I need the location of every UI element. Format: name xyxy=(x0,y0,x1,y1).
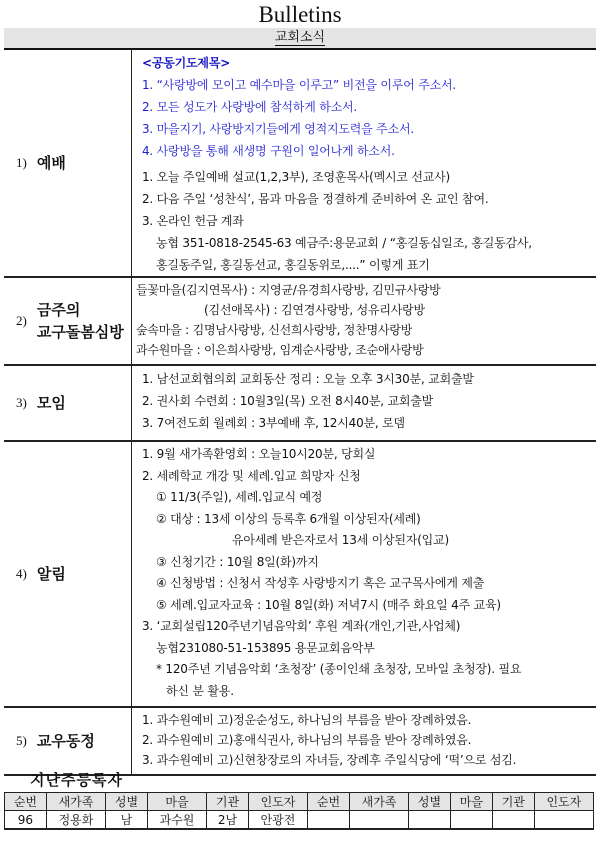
section-meetings xyxy=(4,366,596,442)
banner-label: 교회소식 xyxy=(274,30,326,45)
bank-account: 농협 351-0818-2545-63 예금주:용문교회 / “홍길동십일조, 홍길동감사, xyxy=(156,236,532,250)
section-member-news xyxy=(4,708,596,776)
list-item: 2. 다음 주일 ‘성찬식’, 몸과 마음을 정결하게 준비하여 온 교인 참여. xyxy=(142,192,489,206)
table-header-row xyxy=(5,793,594,811)
section-content xyxy=(132,708,596,774)
section-announcements xyxy=(4,442,596,708)
section-name-line1: 금주의 xyxy=(36,301,81,319)
list-item: 1. 9월 새가족환영회 : 오늘10시20분, 당회실 xyxy=(142,447,376,461)
list-item: 1. 남선교회협의회 교회동산 정리 : 오늘 오후 3시30분, 교회출발 xyxy=(142,372,474,386)
list-item: 숲속마을 : 김명남사랑방, 신선희사랑방, 정찬명사랑방 xyxy=(136,323,413,337)
table-cell: 2남 xyxy=(207,811,249,830)
column-header: 기관 xyxy=(207,793,249,811)
table-row xyxy=(5,811,594,830)
column-header: 마을 xyxy=(450,793,492,811)
section-label xyxy=(4,442,132,706)
section-name: 알림 xyxy=(36,565,66,583)
section-name: 모임 xyxy=(36,394,66,412)
prayer-item: 4. 사랑방을 통해 새생명 구원이 일어나게 하소서. xyxy=(142,144,395,158)
section-name: 예배 xyxy=(36,154,66,172)
column-header: 인도자 xyxy=(248,793,307,811)
section-number: 3) xyxy=(16,395,27,410)
list-item: * 120주년 기념음악회 ‘초청장’ (종이인쇄 초청장, 모바일 초청장). 필요 xyxy=(156,662,522,676)
list-item: 3. 온라인 헌금 계좌 xyxy=(142,214,244,228)
section-number: 5) xyxy=(16,733,27,748)
list-item: 과수원마을 : 이은희사랑방, 임계순사랑방, 조순애사랑방 xyxy=(136,343,424,357)
column-header: 새가족 xyxy=(46,793,105,811)
column-header: 순번 xyxy=(308,793,350,811)
list-item: 2. 세례학교 개강 및 세례.입교 희망자 신청 xyxy=(142,468,361,483)
column-header: 인도자 xyxy=(534,793,593,811)
list-item: (김선애목사) : 김연경사랑방, 성유리사랑방 xyxy=(204,303,425,317)
list-item: ② 대상 : 13세 이상의 등록후 6개월 이상된자(세례) xyxy=(156,511,421,526)
table-cell xyxy=(349,811,408,830)
list-item: 들꽃마을(김지연목사) : 지영균/유경희사랑방, 김민규사랑방 xyxy=(136,283,441,297)
section-label xyxy=(4,50,132,276)
section-content xyxy=(132,278,596,364)
list-item: 유아세례 받은자로서 13세 이상된자(입교) xyxy=(232,533,449,547)
list-item: 3. ‘교회설립120주년기념음악회’ 후원 계좌(개인,기관,사업체) xyxy=(142,619,461,633)
bulletin-grid xyxy=(4,50,596,776)
section-content xyxy=(132,366,596,440)
list-item: ⑤ 세례.입교자교육 : 10월 8일(화) 저녁7시 (매주 화요일 4주 교육) xyxy=(156,597,501,612)
list-item: 2. 과수원예비 고)홍애식권사, 하나님의 부름을 받아 장례하였음. xyxy=(142,733,472,747)
table-cell xyxy=(450,811,492,830)
prayer-heading: <공동기도제목> xyxy=(142,56,231,70)
table-cell: 96 xyxy=(5,811,47,830)
column-header: 성별 xyxy=(106,793,148,811)
section-content xyxy=(132,442,596,706)
list-item: ③ 신청기간 : 10월 8일(화)까지 xyxy=(156,554,319,569)
list-item: 1. 오늘 주일예배 설교(1,2,3부), 조영훈목사(멕시코 선교사) xyxy=(142,170,451,184)
bank-account: 농협231080-51-153895 용문교회음악부 xyxy=(156,640,375,655)
list-item: 3. 과수원예비 고)신현창장로의 자녀들, 장례후 주일식당에 ‘떡’으로 섬김. xyxy=(142,753,517,767)
list-item: 1. 과수원예비 고)정운순성도, 하나님의 부름을 받아 장례하였음. xyxy=(142,713,472,727)
section-number: 2) xyxy=(16,313,27,328)
table-cell: 정용화 xyxy=(46,811,105,830)
table-cell: 남 xyxy=(106,811,148,830)
section-banner xyxy=(4,28,596,50)
table-cell xyxy=(492,811,534,830)
section-number: 4) xyxy=(16,566,27,581)
registrants-table xyxy=(4,792,594,830)
page-title: Bulletins xyxy=(258,2,342,27)
section-name: 교우동정 xyxy=(36,732,95,750)
table-cell xyxy=(308,811,350,830)
column-header: 마을 xyxy=(147,793,206,811)
column-header: 새가족 xyxy=(349,793,408,811)
list-item: ① 11/3(주일), 세례.입교식 예정 xyxy=(156,490,323,504)
section-label xyxy=(4,366,132,440)
table-cell: 과수원 xyxy=(147,811,206,830)
prayer-item: 2. 모든 성도가 사랑방에 참석하게 하소서. xyxy=(142,100,358,114)
column-header: 성별 xyxy=(409,793,451,811)
prayer-item: 3. 마을지기, 사랑방지기들에게 영적지도력을 주소서. xyxy=(142,122,414,136)
registrants-title: 지난주등록자 xyxy=(30,771,123,789)
section-worship xyxy=(4,50,596,278)
section-content xyxy=(132,50,596,276)
list-item: 하신 분 활용. xyxy=(166,683,234,698)
table-cell xyxy=(409,811,451,830)
section-label xyxy=(4,708,132,774)
section-visitation xyxy=(4,278,596,366)
table-cell: 안광전 xyxy=(248,811,307,830)
list-item: 2. 권사회 수련회 : 10월3일(목) 오전 8시40분, 교회출발 xyxy=(142,394,434,408)
column-header: 기관 xyxy=(492,793,534,811)
section-name xyxy=(37,299,124,343)
list-item: 3. 7여전도회 월례회 : 3부예배 후, 12시40분, 로뎀 xyxy=(142,416,405,430)
section-number: 1) xyxy=(16,155,27,170)
section-name-line2: 교구돌봄심방 xyxy=(36,323,124,341)
section-label xyxy=(4,278,132,364)
list-item: 홍길동주일, 홍길동선교, 홍길동위로,....” 이렇게 표기 xyxy=(156,258,430,272)
list-item: ④ 신청방법 : 신청서 작성후 사랑방지기 혹은 교구목사에게 제출 xyxy=(156,576,485,590)
column-header: 순번 xyxy=(5,793,47,811)
table-cell xyxy=(534,811,593,830)
prayer-item: 1. “사랑방에 모이고 예수마을 이루고” 비전을 이루어 주소서. xyxy=(142,78,457,92)
